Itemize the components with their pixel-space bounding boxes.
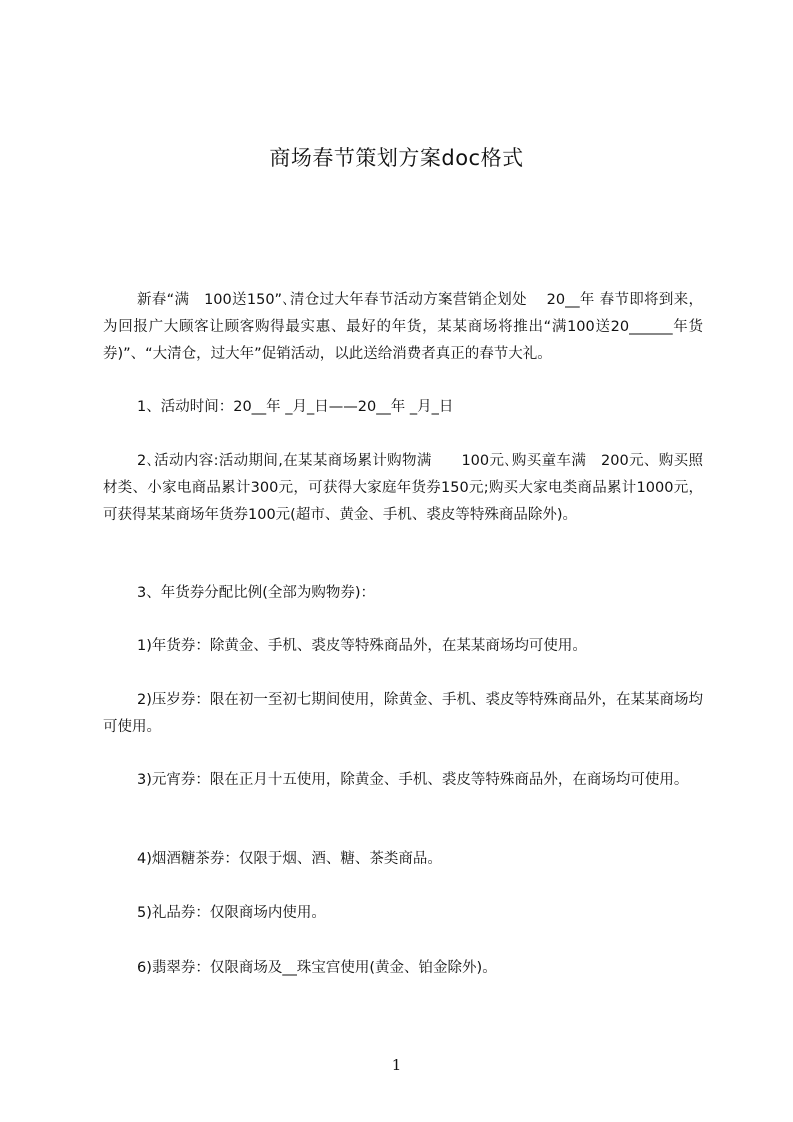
activity-content-paragraph: 2､活动内容:活动期间,在某某商场累计购物满 100元､购买童车满 200元、购买照材类、小家电商品累计300元，可获得大家庭年货券150元;购买大家电类商品累计1000元，可获得某某商场年货券100元(超市、黄金、手机、裘皮等特殊商品除外)。 [103,453,703,523]
document-title: 商场春节策划方案doc格式 [269,146,524,170]
coupon-item-new-year: 1)年货券：除黄金、手机、裘皮等特殊商品外，在某某商场均可使用。 [137,638,587,654]
coupon-ratio-heading: 3、年货券分配比例(全部为购物券)： [137,585,376,601]
coupon-item-jade: 6)翡翠券：仅限商场及__珠宝宫使用(黄金、铂金除外)。 [137,960,497,976]
coupon-item-lantern: 3)元宵券：限在正月十五使用，除黄金、手机、裘皮等特殊商品外，在商场均可使用。 [137,772,689,788]
activity-time-paragraph: 1、活动时间：20__年 _月_日——20__年 _月_日 [137,399,454,415]
intro-paragraph: 新春“满 100送150”､清仓过大年春节活动方案营销企划处 20__年 春节即将到来，为回报广大顾客让顾客购得最实惠、最好的年货，某某商场将推出“满100送20______年货券)”、“大清仓，过大年”促销活动，以此送给消费者真正的春节大礼。 [103,292,703,362]
coupon-item-tobacco-liquor: 4)烟酒糖茶券：仅限于烟、酒、糖、茶类商品。 [137,851,442,867]
coupon-item-lucky-money: 2)压岁券：限在初一至初七期间使用，除黄金、手机、裘皮等特殊商品外，在某某商场均可使用。 [103,692,703,735]
coupon-item-gift: 5)礼品券：仅限商场内使用。 [137,905,326,921]
page-number: 1 [391,1056,402,1074]
